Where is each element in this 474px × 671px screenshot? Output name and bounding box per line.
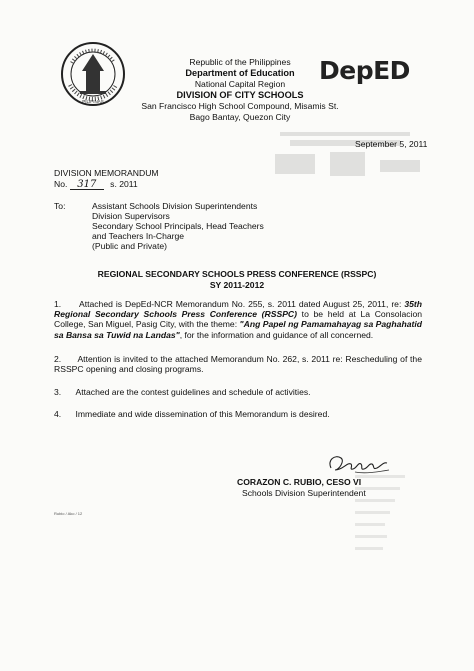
item-text: to be held at La Consolacion College, San Miguel, Pasig City, with the theme:: [54, 309, 422, 330]
memo-no-label: No.: [54, 179, 68, 189]
deped-seal-icon: [60, 41, 126, 107]
to-recipient: Assistant Schools Division Superintendents: [92, 201, 258, 211]
item-text: , for the information and guidance of all concerned.: [179, 329, 374, 340]
header-division: DIVISION OF CITY SCHOOLS: [176, 90, 304, 100]
memo-number-line: [54, 179, 138, 190]
handwritten-signature: [325, 450, 395, 478]
to-label: To:: [54, 201, 66, 211]
header-republic: Republic of the Philippines: [189, 57, 291, 67]
bleed-through-lines: [355, 475, 415, 585]
to-recipient: Secondary School Principals, Head Teachers: [92, 221, 264, 231]
item-number: 3.: [54, 387, 62, 397]
item-number: 2.: [54, 354, 62, 364]
memo-series: s. 2011: [110, 179, 138, 189]
subject-year: SY 2011-2012: [209, 280, 265, 290]
item-2: [54, 354, 422, 374]
svg-text:PILIPINAS: PILIPINAS: [82, 99, 104, 104]
to-recipient: (Public and Private): [92, 241, 167, 251]
item-text: Attached is DepEd-NCR Memorandum No. 255, s. 2011 dated August 25, 2011, re:: [78, 299, 405, 309]
item-text: Immediate and wide dissemination of this Memorandum is desired.: [75, 409, 330, 419]
memo-title: DIVISION MEMORANDUM: [54, 168, 159, 178]
item-theme: "Ang Papel ng Pamamahayag sa Paghahatid sa Bansa sa Tuwid na Landas": [54, 319, 422, 340]
memo-date: September 5, 2011: [355, 139, 428, 149]
item-text: Attention is invited to the attached Memorandum No. 262, s. 2011 re: Rescheduling of the RSSPC opening and closing programs.: [54, 354, 422, 375]
item-number: 1.: [54, 299, 62, 309]
signatory-title: Schools Division Superintendent: [242, 488, 366, 498]
to-recipient: Division Supervisors: [92, 211, 170, 221]
header-address-2: Bago Bantay, Quezon City: [189, 112, 291, 122]
item-3: [54, 387, 422, 397]
header-region: National Capital Region: [194, 79, 286, 89]
header-department: Department of Education: [185, 68, 295, 78]
item-4: [54, 409, 422, 419]
reference-code: Rubio / Ako / 12: [54, 511, 83, 516]
item-emphasis: 35th Regional Secondary Schools Press Conference (RSSPC): [54, 299, 422, 320]
to-recipient: and Teachers In-Charge: [92, 231, 185, 241]
memo-no-value: 317: [70, 180, 104, 190]
deped-logo: DepED: [319, 56, 410, 85]
item-number: 4.: [54, 409, 62, 419]
signatory-name: CORAZON C. RUBIO, CESO VI: [237, 477, 362, 487]
item-text: Attached are the contest guidelines and schedule of activities.: [75, 387, 311, 397]
subject-title: REGIONAL SECONDARY SCHOOLS PRESS CONFERENCE (RSSPC): [97, 269, 377, 279]
header-address-1: San Francisco High School Compound, Misamis St.: [141, 101, 339, 111]
item-1: [54, 299, 422, 340]
